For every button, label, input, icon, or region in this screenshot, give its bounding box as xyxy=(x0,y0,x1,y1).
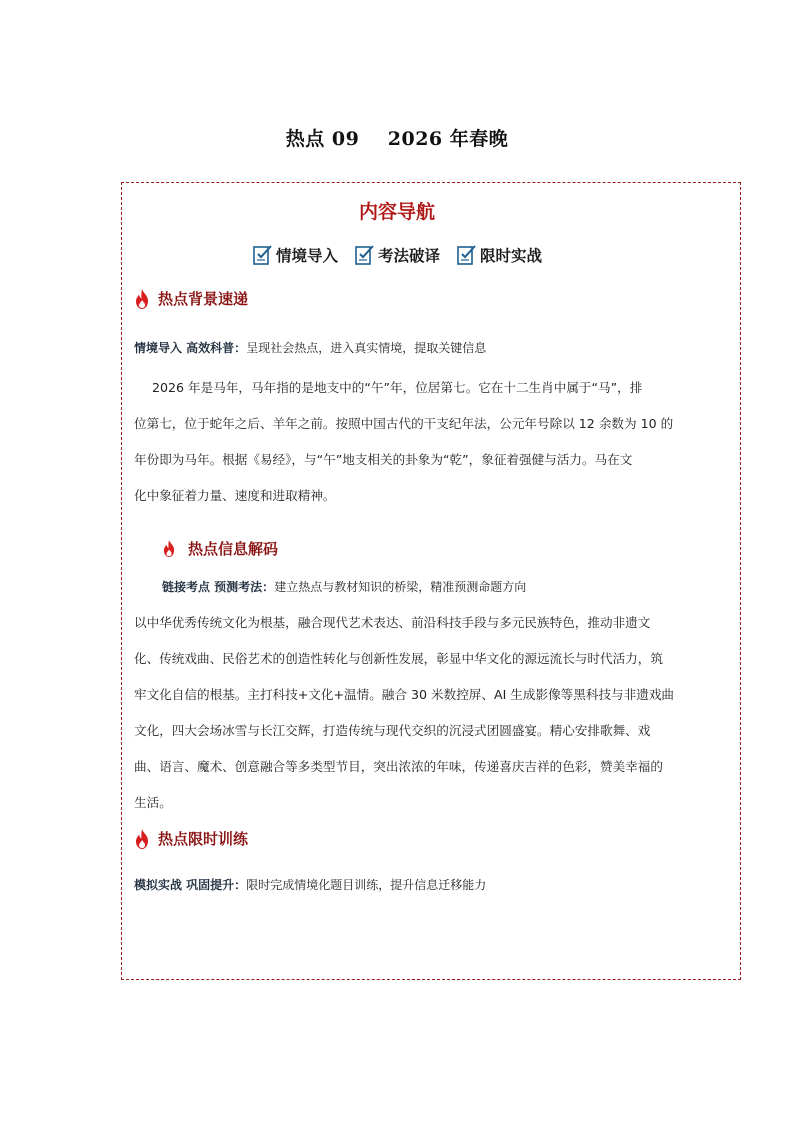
nav-item-label: 情境导入 xyxy=(275,247,338,265)
nav-item-intro[interactable] xyxy=(252,244,338,266)
section-background-heading xyxy=(134,288,248,309)
subtitle-text: 呈现社会热点，进入真实情境，提取关键信息 xyxy=(246,341,487,355)
flame-icon xyxy=(134,829,150,849)
decode-paragraph xyxy=(134,605,724,821)
content-nav xyxy=(0,244,794,266)
paragraph-line: 以中华优秀传统文化为根基，融合现代艺术表达、前沿科技手段与多元民族特色，推动非遗文 xyxy=(134,615,651,630)
paragraph-line: 化中象征着力量、速度和进取精神。 xyxy=(134,488,336,503)
section-heading-label: 热点背景速递 xyxy=(158,290,249,308)
paragraph-line: 2026 年是马年，马年指的是地支中的“午”年，位居第七。它在十二生肖中属于“马”，排 xyxy=(152,380,643,395)
paragraph-line: 化、传统戏曲、民俗艺术的创造性转化与创新性发展，彰显中华文化的源远流长与时代活力，筑 xyxy=(134,651,663,666)
section-decode-heading xyxy=(162,538,278,559)
subtitle-text: 限时完成情境化题目训练，提升信息迁移能力 xyxy=(246,878,487,892)
section-training-heading xyxy=(134,828,248,849)
section-background-subtitle xyxy=(134,339,486,356)
flame-icon xyxy=(134,289,150,309)
section-decode-subtitle xyxy=(162,578,526,595)
page-title: 热点 09 2026 年春晚 xyxy=(285,128,509,150)
section-heading-label: 热点限时训练 xyxy=(158,830,249,848)
subtitle-emphasis: 模拟实战 巩固提升： xyxy=(134,878,247,892)
subtitle-text: 建立热点与教材知识的桥梁，精准预测命题方向 xyxy=(274,580,527,594)
flame-icon xyxy=(162,540,176,557)
nav-title: 内容导航 xyxy=(358,201,435,223)
paragraph-line: 位第七，位于蛇年之后、羊年之前。按照中国古代的干支纪年法，公元年号除以 12 余数为 10 的 xyxy=(134,416,674,431)
checkbox-doc-icon xyxy=(354,244,376,266)
section-heading-label: 热点信息解码 xyxy=(188,540,279,558)
paragraph-line: 牢文化自信的根基。主打科技+文化+温情。融合 30 米数控屏、AI 生成影像等黑科技与非遗戏曲 xyxy=(134,687,675,702)
paragraph-line: 曲、语言、魔术、创意融合等多类型节目，突出浓浓的年味，传递喜庆吉祥的色彩，赞美幸福的 xyxy=(134,759,663,774)
nav-item-method[interactable] xyxy=(354,244,440,266)
checkbox-doc-icon xyxy=(252,244,274,266)
nav-item-label: 考法破译 xyxy=(377,247,440,265)
checkbox-doc-icon xyxy=(456,244,478,266)
subtitle-emphasis: 情境导入 高效科普： xyxy=(134,341,247,355)
nav-item-label: 限时实战 xyxy=(480,247,543,265)
paragraph-line: 文化，四大会场冰雪与长江交辉，打造传统与现代交织的沉浸式团圆盛宴。精心安排歌舞、戏 xyxy=(134,723,651,738)
background-paragraph xyxy=(134,370,724,514)
paragraph-line: 生活。 xyxy=(134,795,172,810)
nav-item-practice[interactable] xyxy=(456,244,542,266)
section-training-subtitle xyxy=(134,876,486,893)
paragraph-line: 年份即为马年。根据《易经》，与“午”地支相关的卦象为“乾”，象征着强健与活力。马在文 xyxy=(134,452,633,467)
subtitle-emphasis: 链接考点 预测考法： xyxy=(162,580,275,594)
